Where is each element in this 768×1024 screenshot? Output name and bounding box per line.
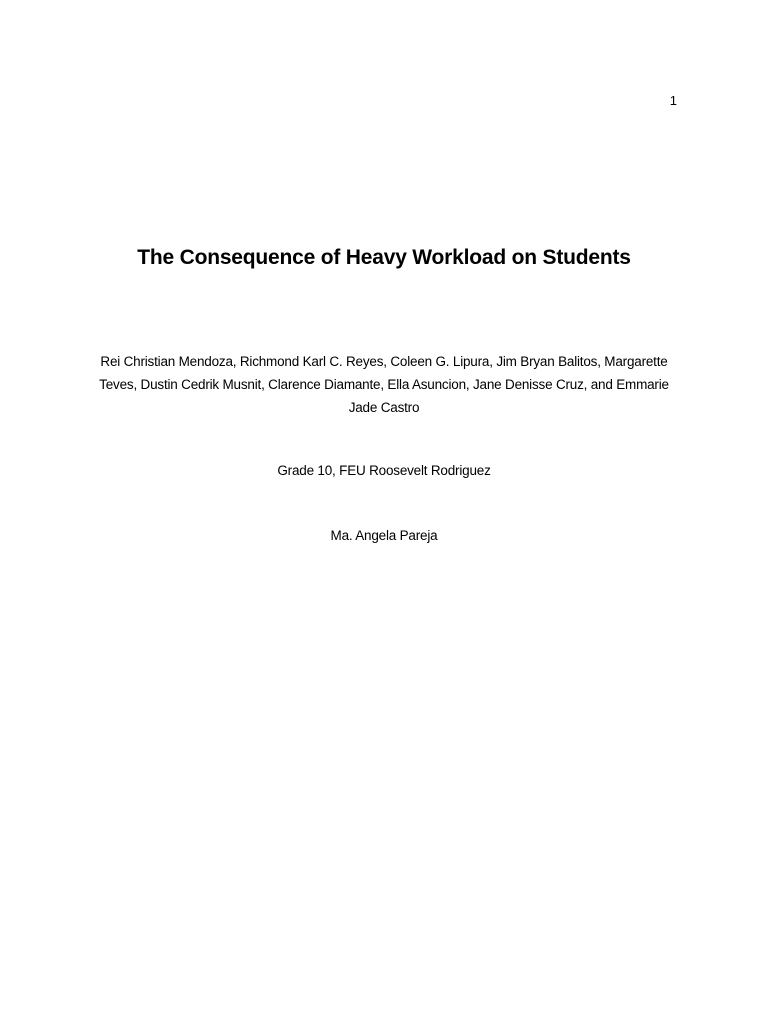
paper-title: The Consequence of Heavy Workload on Students [137,246,631,269]
institutional-affiliation: Grade 10, FEU Roosevelt Rodriguez [277,463,491,478]
page-number: 1 [669,93,677,108]
instructor-name: Ma. Angela Pareja [330,528,438,543]
author-list: Rei Christian Mendoza, Richmond Karl C. Reyes, Coleen G. Lipura, Jim Bryan Balitos, Margarette Teves, Dustin Cedrik Musnit, Clarence Diamante, Ella Asuncion, Jane Denisse Cruz, and Emmarie Jade Castro [99,354,669,415]
